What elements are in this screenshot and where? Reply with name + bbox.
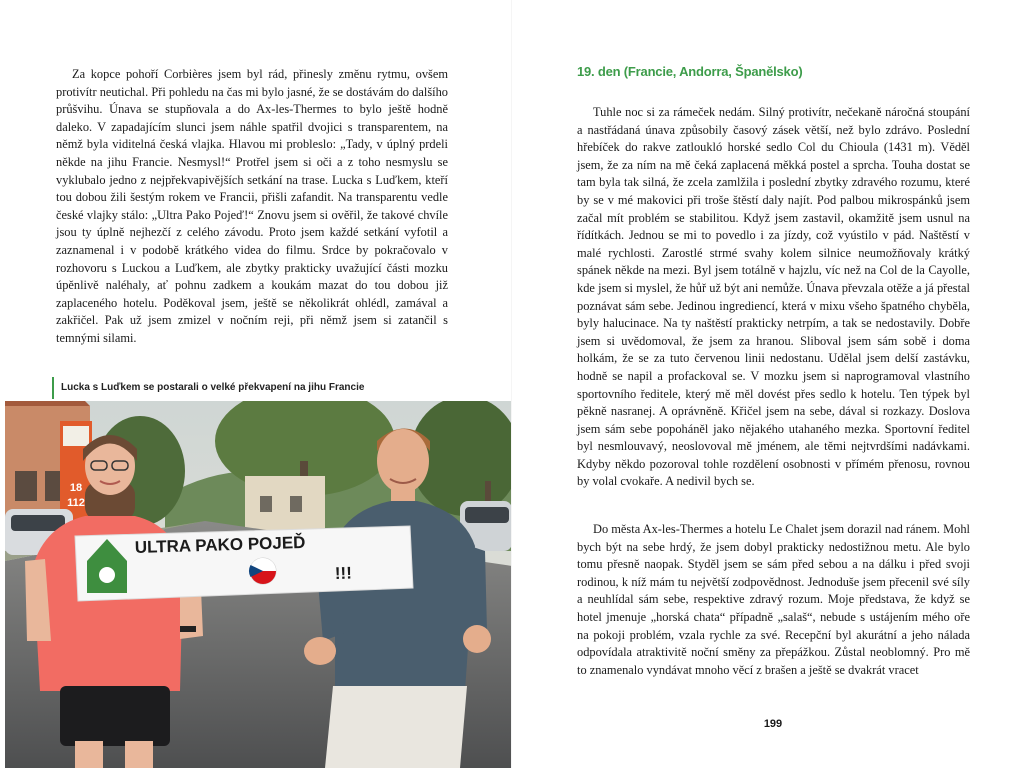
banner-text-line2: !!!	[334, 563, 353, 583]
right-body-text-2	[577, 521, 970, 679]
chapter-title: 19. den (Francie, Andorra, Španělsko)	[577, 64, 803, 79]
photo-banner-couple	[5, 401, 512, 768]
czech-flag-icon	[249, 558, 276, 584]
photo-caption: Lucka s Luďkem se postarali o velké překvapení na jihu Francie	[52, 377, 364, 399]
right-paragraph-1: Tuhle noc si za rámeček nedám. Silný protivítr, nečekaně náročná stoupání a nastřádaná únava způsobily časový zásek větší, než bylo zdrávo. Poslední hřebíček do rakve zatloukló horské sedlo Col du Chioula (1431 m). Věděl jsem, že za ním na mě čeká zaplacená měkká postel a sprcha. Touha dostat se tam byla tak silná, že zcela zamlžila i poslední zbytky zdravého rozumu, které by se v mé makovici při troše štěstí daly najít. Pod palbou mikrospánků jsem začal mít problém se stabilitou. Když jsem zastavil, okamžitě jsem usnul na řídítkách. Jednou se mi to povedlo i za jízdy, což vyústilo v pád. Naštěstí v malé rychlosti. Zarostlé strmé svahy kolem silnice neumožňovaly krátký spánek někde na mezi. Byl jsem totálně v hajzlu, víc než na Col de la Cayolle, kde jsem si myslel, že hůř už být ani nemůže. Únava převzala otěže a já přestal poznávat sám sebe. Jedinou ingrediencí, která v mixu všeho špatného chyběla, byly halucinace. Na ty naštěstí prakticky netrpím, a tak se nedostavily. Dobře jsem si uvědomoval, že jsem za hranou. Sliboval jsem sám sobě i doma holkám, že se za tuto červenou linii nedostanu. Udělal jsem delší zastávku, hodně se napil a profackoval se. V mozku jsem si naprogramoval vlastního sportovního ředitele, který mě měl dovést přes sedlo k hotelu. Ten týpek byl pěkně nasranej. A oprávněně. Křičel jsem na sebe, dával si rozkazy. Doslova jsem sám sebe popoháněl jako nějakého utahaného mezka. Sportovní ředitel byl nesmlouvavý, neoslovoval mě jménem, ale těmi nejtvrdšími nadávkami. Kdyby někdo pozoroval tohle rozdělení osobnosti v přímém přenosu, rovnou by volal cvokaře. A nedivil bych se.	[577, 105, 970, 489]
right-paragraph-2: Do města Ax-les-Thermes a hotelu Le Chalet jsem dorazil nad ránem. Mohl bych být na sebe hrdý, že jsem dobyl prakticky nedostižnou metu. Ale bylo tomu přesně naopak. Styděl jsem se sám před sebou a na dálku i před svoji rodinou, k níž mám tu největší zodpovědnost. Jednoduše jsem přecenil své síly a neuhlídal sám sebe, respektive zdravý rozum. Moje představa, že když se hotel jmenuje „horská chata“ případně „salaš“, nebude s ustájením mého oře na pokoji problém, vzala rychle za své. Recepční byl akurátní a jeho nálada odpovídala atraktivitě noční směny za přepážkou. Zůstal neoblomný. Pro mě to znamenalo vyndávat mnoho věcí z brašen a ještě se dvakrát vracet	[577, 522, 970, 677]
banner-text-line1: ULTRA PAKO POJEĎ	[134, 532, 306, 557]
ultra-pako-banner	[75, 526, 413, 601]
right-page	[512, 0, 1024, 768]
right-building	[245, 476, 325, 536]
page-number: 199	[763, 718, 783, 730]
sign-price-1: 18	[69, 482, 83, 494]
sign-price-2: 112	[67, 497, 85, 509]
right-body-text-1	[577, 104, 970, 491]
left-paragraph: Za kopce pohoří Corbières jsem byl rád, přinesly změnu rytmu, ovšem protivítr neutichal. Při pohledu na čas mi bylo jasné, že se dostávám do dalšího průšvihu. Únava se stupňovala a do Ax-les-Thermes to bylo ještě hodně daleko. V zapadajícím slunci jsem náhle spatřil dvojici s transparentem, na němž byla viditelná česká vlajka. Hlavou mi probleslo: „Tady, v úplný prdeli někde na jihu Francie. Nesmysl!“ Protřel jsem si oči a z toho nesmyslu se vyklubalo jedno z nejpřekvapivějších setkání na trase. Lucka s Luďkem, kteří tou dobou žili šestým rokem ve Francii, přišli zafandit. Na transparentu vedle české vlajky stálo: „Ultra Pako Pojeď!“ Znovu jsem si ověřil, že takové chvíle jsou ty úplně nejhezčí z celého závodu. Proto jsem každé setkání vyfotil a zaznamenal i v podobě krátkého videa do filmu. Srdce by pokračovalo v rozhovoru s Luckou a Luďkem, ale zbytky prakticky uvažující části mozku úpěnlivě naléhaly, ať pohnu zadkem a koukám mazat do tou dobou již zaplaceného hotelu. Poděkoval jsem, ještě se několikrát ohlédl, zamával a zakřičel. Pak už jsem zmizel v nočním reji, při němž jsem si zatančil s temnými silami.	[56, 67, 448, 345]
left-body-text	[56, 66, 448, 348]
